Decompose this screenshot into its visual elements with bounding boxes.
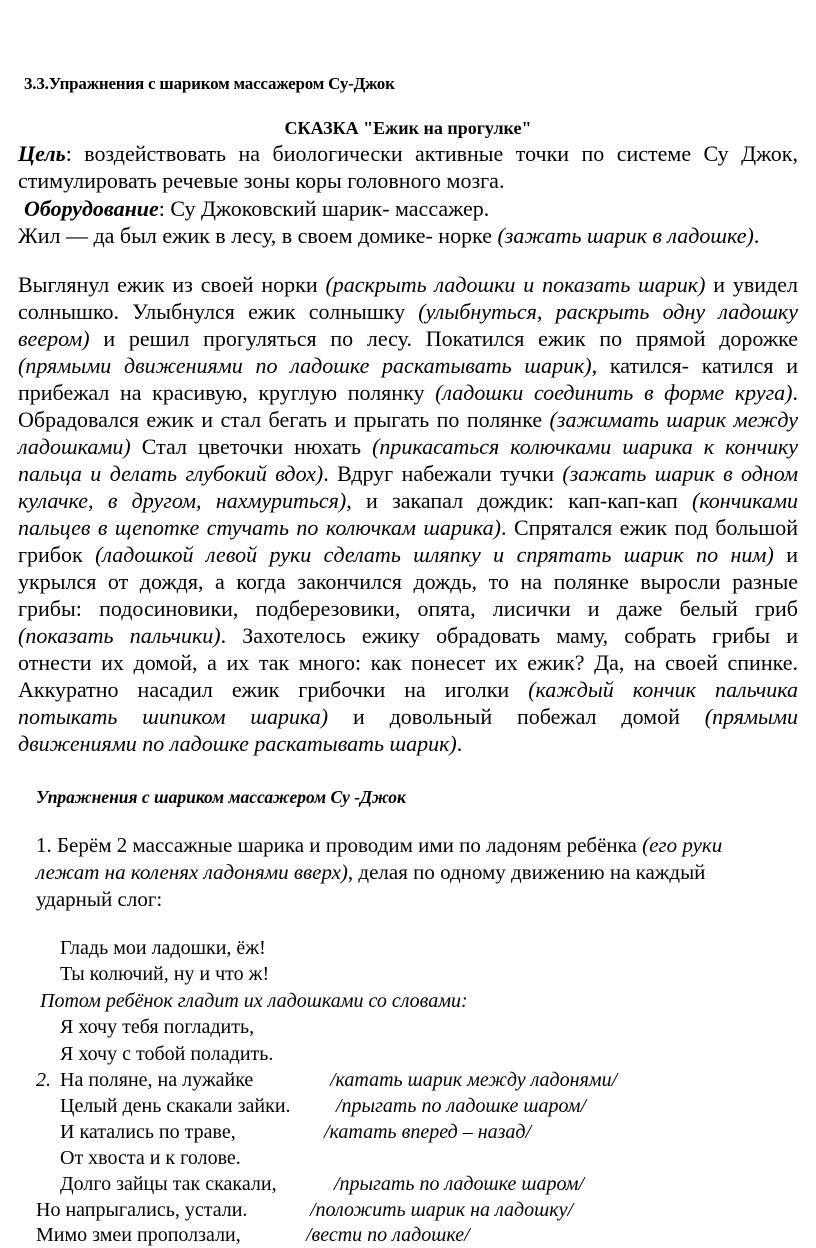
exercise2-number: 2. (36, 1069, 51, 1091)
poem2-line-2: Я хочу с тобой поладить. (60, 1043, 274, 1065)
story-line-4: (прямыми движениями по ладошке раскатывать шарик), катился- катился и (18, 353, 798, 378)
equipment-label: Оборудование (24, 196, 159, 221)
story-line-1: Выглянул ежик из своей норки (раскрыть ладошки и показать шарик) и увидел (18, 272, 799, 297)
story-line-14: (показать пальчики). Захотелось ежику обрадовать маму, собрать грибы и (18, 623, 798, 648)
story-line-10: пальцев в щепотке стучать по колючкам шарика). Спрятался ежик под большой (18, 515, 798, 540)
story-line-12: укрылся от дождя, а когда закончился дождь, то на полянке выросли разные (18, 569, 798, 594)
exercise2-line-2-text: Целый день скакали зайки. (60, 1095, 291, 1117)
exercise2-line-3-action: /катать вперед – назад/ (324, 1121, 532, 1143)
story-line-2: солнышко. Улыбнулся ежик солнышку (улыбнуться, раскрыть одну ладошку (18, 299, 798, 324)
exercise1-line-1: 1. Берём 2 массажные шарика и проводим ими по ладоням ребёнка (его руки (36, 833, 723, 857)
goal-line-1: Цель: воздействовать на биологически активные точки по системе Су Джок, (18, 141, 798, 166)
story-line-3: веером) и решил прогуляться по лесу. Покатился ежик по прямой дорожке (18, 326, 798, 351)
exercise2-line-6-text: Но напрыгались, устали. (36, 1199, 248, 1221)
exercise1-line-2: лежат на коленях ладонями вверх), делая по одному движению на каждый (36, 860, 706, 884)
story-line-16: Аккуратно насадил ежик грибочки на иголки (каждый кончик пальчика (18, 677, 798, 702)
poem2-line-1: Я хочу тебя погладить, (60, 1016, 255, 1038)
exercise2-line-1-action: /катать шарик между ладонями/ (330, 1069, 618, 1091)
story-line-17: потыкать шипиком шарика) и довольный побежал домой (прямыми (18, 704, 798, 729)
goal-line-2: стимулировать речевые зоны коры головного мозга. (18, 168, 505, 193)
poem1-line-1: Гладь мои ладошки, ёж! (60, 937, 266, 959)
story-line-18: движениями по ладошке раскатывать шарик). (18, 731, 463, 756)
exercise2-line-7-text: Мимо змеи проползали, (36, 1224, 241, 1246)
exercise2-line-1-text: На поляне, на лужайке (60, 1069, 254, 1091)
story-line-11: грибок (ладошкой левой руки сделать шляпку и спрятать шарик по ним) и (18, 542, 798, 567)
poem1-note: Потом ребёнок гладит их ладошками со словами: (40, 990, 468, 1012)
exercise2-line-5-text: Долго зайцы так скакали, (60, 1173, 277, 1195)
exercise2-line-4-text: От хвоста и к голове. (60, 1147, 241, 1169)
exercise1-line-3: ударный слог: (36, 887, 163, 911)
exercise2-line-6-action: /положить шарик на ладошку/ (310, 1199, 574, 1221)
story-line-8: пальца и делать глубокий вдох). Вдруг набежали тучки (зажать шарик в одном (18, 461, 798, 486)
section-title: 3.3.Упражнения с шариком массажером Су-Джок (24, 74, 395, 93)
exercise2-line-7-action: /вести по ладошке/ (306, 1224, 470, 1246)
story-line-9: кулачке, в другом, нахмуриться), и закапал дождик: кап-кап-кап (кончиками (18, 488, 798, 513)
exercise2-line-3-text: И катались по траве, (60, 1121, 236, 1143)
exercises-title: Упражнения с шариком массажером Су -Джок (36, 787, 406, 807)
poem1-line-2: Ты колючий, ну и что ж! (60, 963, 270, 985)
story-line-15: отнести их домой, а их так много: как понесет их ежик? Да, на своей спинке. (18, 650, 798, 675)
equipment-line: Оборудование: Су Джоковский шарик- массажер. (24, 196, 490, 221)
story-line-6: Обрадовался ежик и стал бегать и прыгать по полянке (зажимать шарик между (18, 407, 798, 432)
intro-line: Жил — да был ежик в лесу, в своем домике- норке (зажать шарик в ладошке). (18, 223, 760, 248)
goal-label: Цель (18, 141, 66, 166)
story-line-7: ладошками) Стал цветочки нюхать (прикасаться колючками шарика к кончику (18, 434, 798, 459)
exercise2-line-2-action: /прыгать по ладошке шаром/ (336, 1095, 587, 1117)
intro-action: (зажать шарик в ладошке) (497, 223, 754, 248)
tale-title: СКАЗКА "Ежик на прогулке" (284, 118, 532, 138)
exercise2-line-5-action: /прыгать по ладошке шаром/ (334, 1173, 585, 1195)
story-line-5: прибежал на красивую, круглую полянку (ладошки соединить в форме круга). (18, 380, 798, 405)
story-line-13: грибы: подосиновики, подберезовики, опята, лисички и даже белый гриб (18, 596, 798, 621)
